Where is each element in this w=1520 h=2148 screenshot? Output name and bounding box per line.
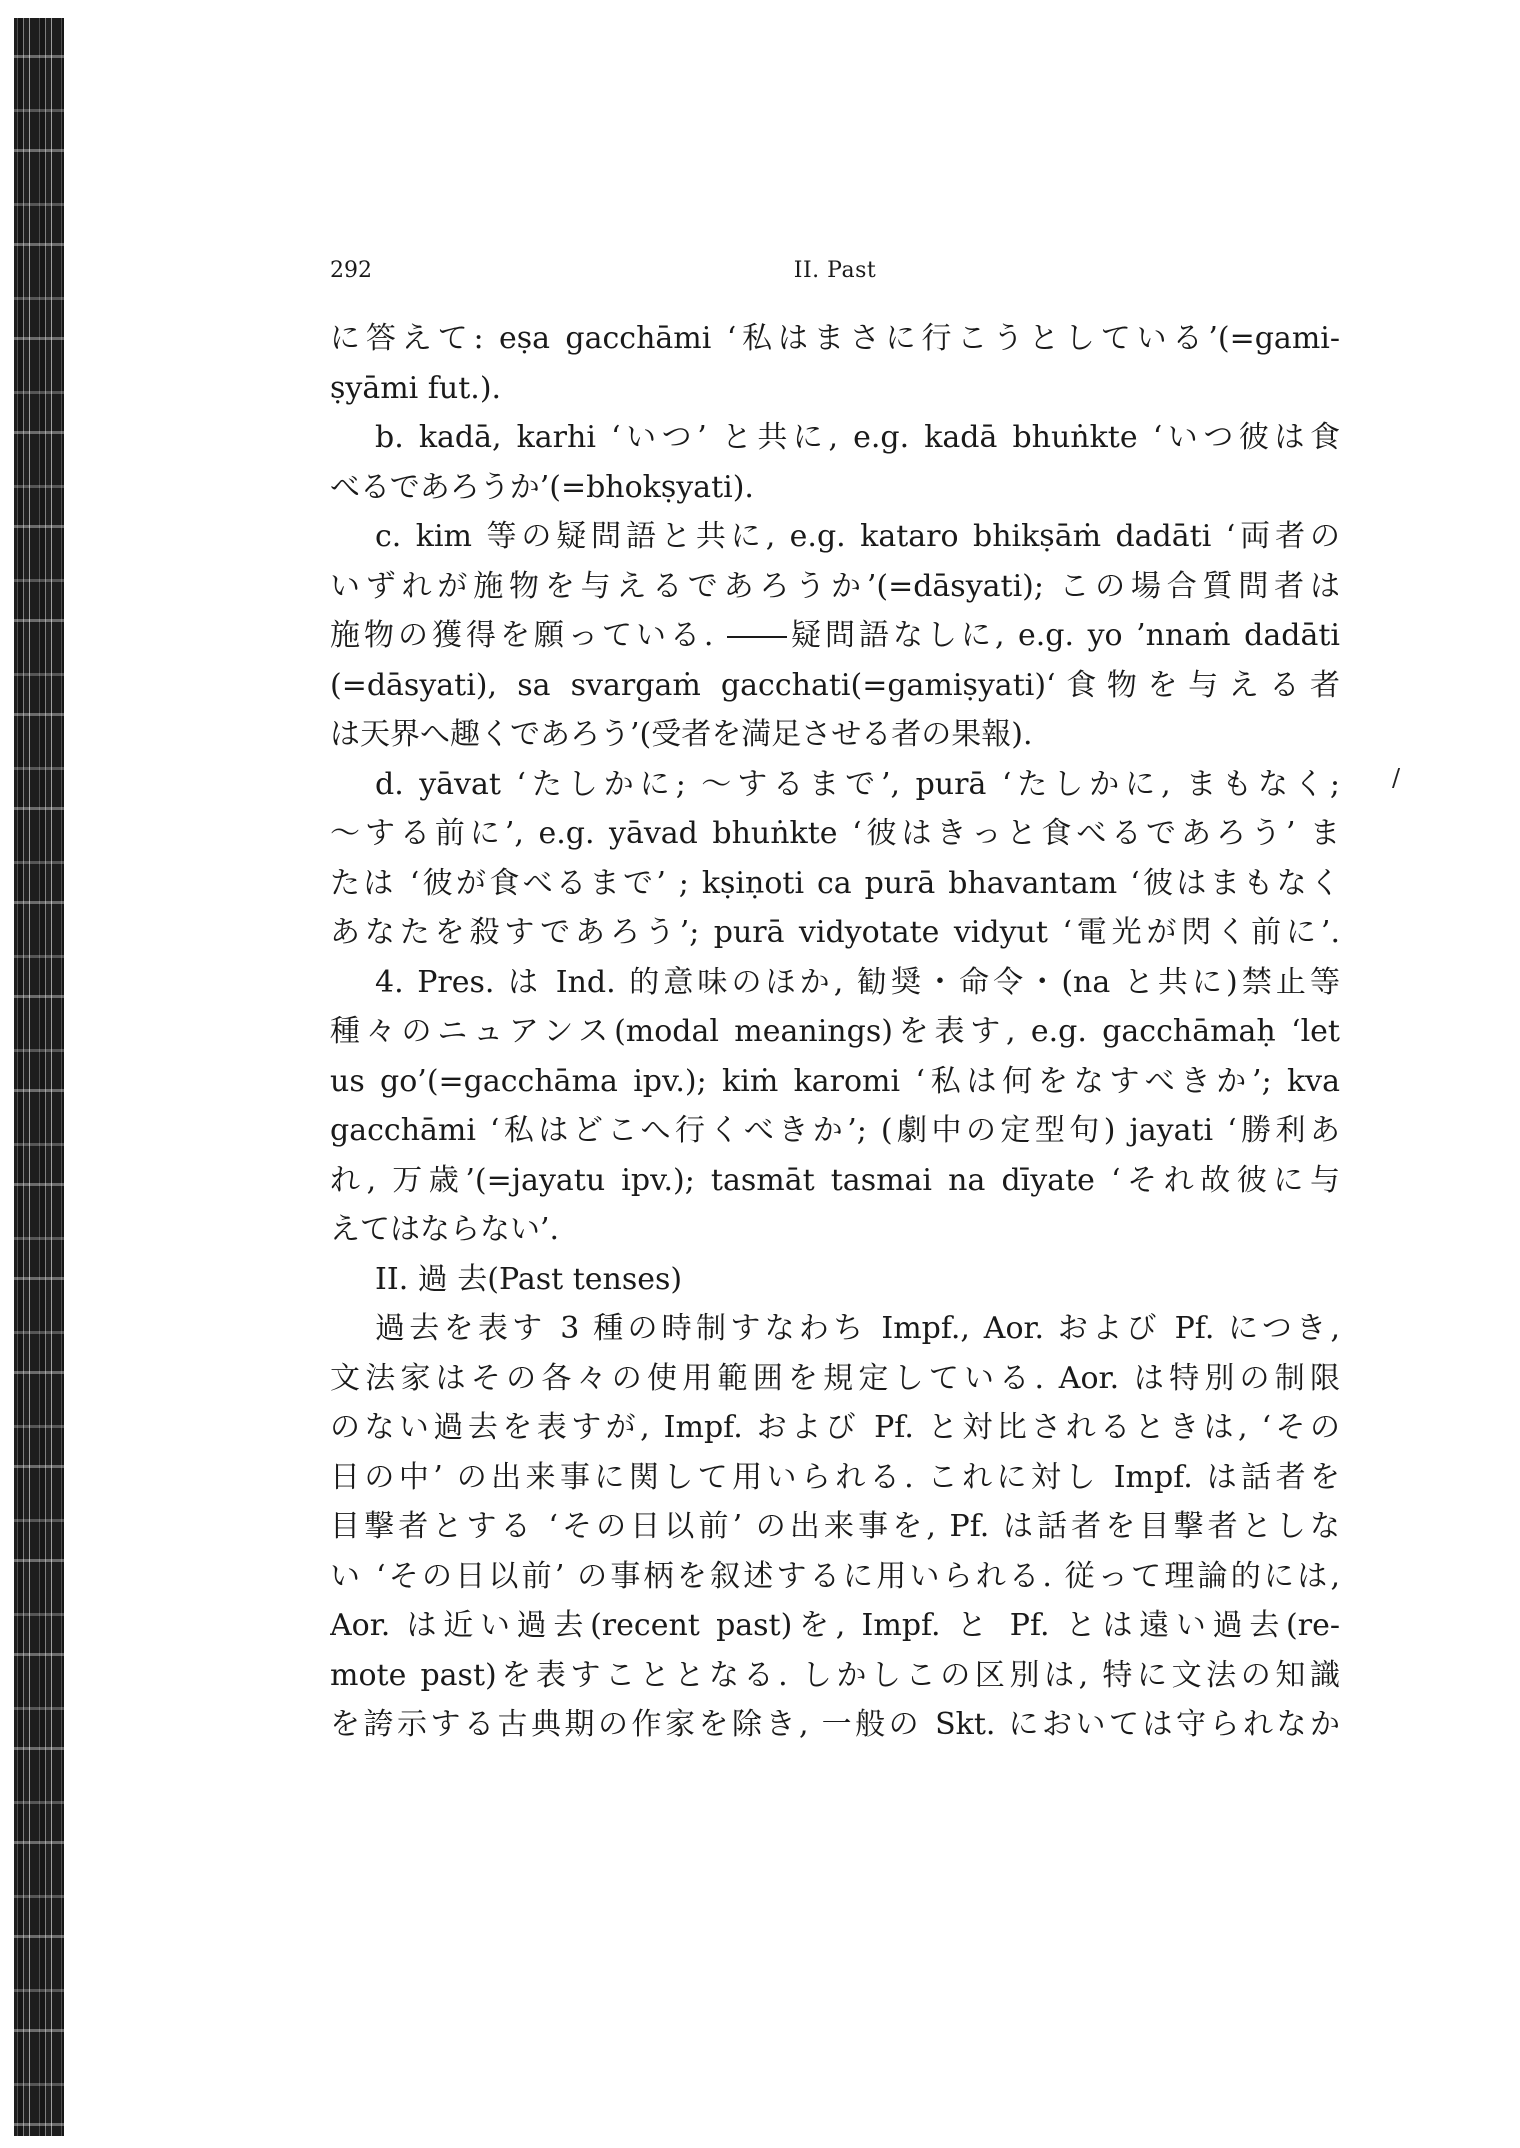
text-line: は天界へ趣くであろう’(受者を満足させる者の果報).: [330, 717, 1033, 752]
text-line: 日の中’ の出来事に関して用いられる. これに対し Impf. は話者を: [330, 1459, 1340, 1495]
text-line: 文法家はその各々の使用範囲を規定している. Aor. は特別の制限: [330, 1360, 1340, 1396]
text-line: に答えて: eṣa gacchāmi ‘私はまさに行こうとしている’(=gami-: [330, 321, 1340, 356]
text-line: 施物の獲得を願っている. ――疑問語なしに, e.g. yo ’nnaṁ dadāti: [330, 618, 1340, 653]
text-line: gacchāmi ‘私はどこへ行くべきか’; (劇中の定型句) jayati ‘勝利あ: [330, 1113, 1340, 1148]
text-line: mote past)を表すこととなる. しかしこの区別は, 特に文法の知識: [330, 1657, 1340, 1693]
text-line: べるであろうか’(=bhokṣyati).: [330, 469, 754, 505]
page-number: 292: [330, 258, 372, 283]
margin-mark: /: [1392, 764, 1401, 792]
text-line: 4. Pres. は Ind. 的意味のほか, 勧奨・命令・(na と共に)禁止等: [375, 964, 1340, 1000]
text-line: いずれが施物を与えるであろうか’(=dāsyati); この場合質問者は: [330, 568, 1340, 604]
text-body: [330, 314, 1340, 1750]
text-line: ～する前に’, e.g. yāvad bhuṅkte ‘彼はきっと食べるであろう’ ま: [330, 816, 1340, 851]
text-line: 種々のニュアンス(modal meanings)を表す, e.g. gacchāmaḥ ‘let: [330, 1014, 1340, 1049]
text-line: II. 過 去(Past tenses): [375, 1261, 683, 1297]
text-line: us go’(=gacchāma ipv.); kiṁ karomi ‘私は何をなすべきか’; kva: [330, 1063, 1340, 1099]
text-line: c. kim 等の疑問語と共に, e.g. kataro bhikṣāṁ dadāti ‘両者の: [375, 519, 1340, 554]
text-line: あなたを殺すであろう’; purā vidyotate vidyut ‘電光が閃く前に’.: [330, 915, 1340, 950]
text-line: のない過去を表すが, Impf. および Pf. と対比されるときは, ‘その: [330, 1410, 1340, 1445]
scanned-binding-edge-shade: [14, 18, 64, 2136]
text-line: Aor. は近い過去(recent past)を, Impf. と Pf. とは遠い過去(re-: [330, 1608, 1340, 1643]
text-line: b. kadā, karhi ‘いつ’ と共に, e.g. kadā bhuṅkte ‘いつ彼は食: [375, 420, 1340, 455]
text-line: れ, 万歳’(=jayatu ipv.); tasmāt tasmai na dīyate ‘それ故彼に与: [330, 1162, 1340, 1198]
text-line: (=dāsyati), sa svargaṁ gacchati(=gamiṣyati)‘食物を与える者: [330, 667, 1340, 703]
page-header: [330, 258, 1340, 294]
text-line: を誇示する古典期の作家を除き, 一般の Skt. においては守られなか: [330, 1707, 1340, 1742]
text-line: d. yāvat ‘たしかに; ～するまで’, purā ‘たしかに, まもなく;: [375, 766, 1340, 802]
text-line: 過去を表す 3 種の時制すなわち Impf., Aor. および Pf. につき,: [375, 1311, 1340, 1346]
text-line: い ‘その日以前’ の事柄を叙述するに用いられる. 従って理論的には,: [330, 1558, 1340, 1594]
text-line: ṣyāmi fut.).: [330, 370, 502, 406]
text-line: 目撃者とする ‘その日以前’ の出来事を, Pf. は話者を目撃者としな: [330, 1509, 1340, 1544]
text-line: えてはならない’.: [330, 1212, 560, 1247]
running-head: II. Past: [793, 258, 877, 283]
text-line: たは ‘彼が食べるまで’ ; kṣiṇoti ca purā bhavantam ‘彼はまもなく: [330, 865, 1340, 901]
